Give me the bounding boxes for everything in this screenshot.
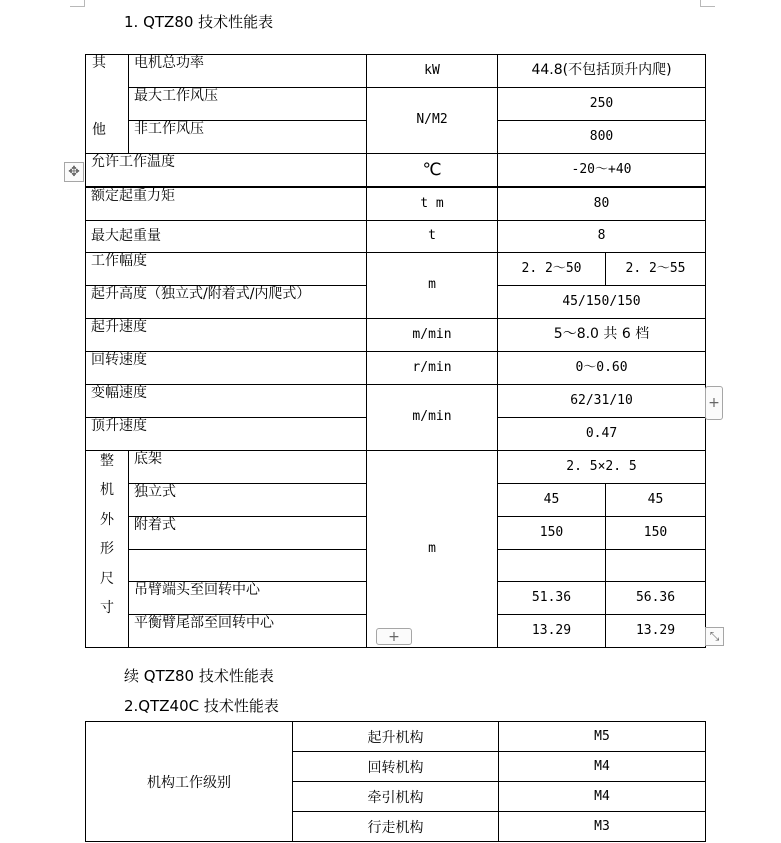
cell-value: 13.29 bbox=[498, 615, 606, 648]
cell-unit: r/min bbox=[367, 352, 498, 385]
page-corner-mark-right bbox=[700, 0, 715, 7]
cell-value: 45 bbox=[498, 484, 606, 517]
cell-value: 62/31/10 bbox=[498, 385, 706, 418]
cell-value: 56.36 bbox=[606, 582, 706, 615]
move-icon: ✥ bbox=[68, 164, 80, 180]
cell-empty bbox=[129, 550, 367, 582]
table-row bbox=[86, 187, 706, 221]
add-row-button[interactable] bbox=[376, 628, 412, 645]
cell-label: 额定起重力矩 bbox=[86, 187, 367, 221]
cell-label: 允许工作温度 bbox=[86, 154, 367, 188]
cell-empty bbox=[606, 550, 706, 582]
group-char: 他 bbox=[92, 121, 106, 138]
cell-unit: t bbox=[367, 221, 498, 253]
mechanism-name: 起升机构 bbox=[293, 722, 499, 752]
cell-label: 最大工作风压 bbox=[129, 88, 367, 121]
cell-unit: N/M2 bbox=[367, 88, 498, 154]
group-char: 寸 bbox=[100, 599, 114, 616]
cell-value: 2. 2～55 bbox=[606, 253, 706, 286]
other-group-label bbox=[86, 55, 129, 154]
cell-label: 独立式 bbox=[129, 484, 367, 517]
add-column-button[interactable] bbox=[705, 386, 723, 420]
cell-label: 起升速度 bbox=[86, 319, 367, 352]
cell-unit: m bbox=[367, 451, 498, 648]
add-icon: + bbox=[708, 395, 720, 411]
cell-value: 2. 2～50 bbox=[498, 253, 606, 286]
cell-unit: m/min bbox=[367, 319, 498, 352]
table-row bbox=[86, 55, 706, 88]
qtz40c-spec-table bbox=[85, 721, 706, 842]
cell-label: 非工作风压 bbox=[129, 121, 367, 154]
mechanism-name: 回转机构 bbox=[293, 752, 499, 782]
qtz80-spec-table bbox=[85, 54, 706, 648]
cell-value: 45/150/150 bbox=[498, 286, 706, 319]
cell-unit: m bbox=[367, 253, 498, 319]
add-icon: + bbox=[388, 628, 400, 645]
cell-value: 0～0.60 bbox=[498, 352, 706, 385]
cell-unit: ℃ bbox=[367, 154, 498, 188]
cell-value: 150 bbox=[498, 517, 606, 550]
group-char: 机 bbox=[100, 482, 114, 499]
table-row bbox=[86, 352, 706, 385]
table-row bbox=[86, 154, 706, 188]
table-row bbox=[86, 253, 706, 286]
cell-unit: m/min bbox=[367, 385, 498, 451]
group-char: 形 bbox=[100, 541, 114, 558]
cell-value: 800 bbox=[498, 121, 706, 154]
group-char: 尺 bbox=[100, 570, 114, 587]
mechanism-grade: M4 bbox=[499, 752, 706, 782]
page-corner-mark-left bbox=[70, 0, 85, 7]
table-move-handle[interactable] bbox=[64, 162, 84, 182]
cell-empty bbox=[498, 550, 606, 582]
cell-value: 13.29 bbox=[606, 615, 706, 648]
group-char: 外 bbox=[100, 511, 114, 528]
mechanism-grade: M5 bbox=[499, 722, 706, 752]
mechanism-name: 行走机构 bbox=[293, 812, 499, 842]
table-row bbox=[86, 88, 706, 121]
cell-value: 51.36 bbox=[498, 582, 606, 615]
mechanism-name: 牵引机构 bbox=[293, 782, 499, 812]
cell-label: 回转速度 bbox=[86, 352, 367, 385]
cell-label: 变幅速度 bbox=[86, 385, 367, 418]
cell-value: 150 bbox=[606, 517, 706, 550]
mechanism-grade: M3 bbox=[499, 812, 706, 842]
group-char: 其 bbox=[92, 55, 106, 71]
cell-value: 250 bbox=[498, 88, 706, 121]
heading-qtz80: 1. QTZ80 技术性能表 bbox=[124, 13, 274, 31]
table-row bbox=[86, 722, 706, 752]
cell-label: 吊臂端头至回转中心 bbox=[129, 582, 367, 615]
heading-qtz40c: 2.QTZ40C 技术性能表 bbox=[124, 697, 279, 715]
resize-icon: ⤡ bbox=[709, 629, 720, 643]
cell-value: 44.8(不包括顶升内爬) bbox=[498, 55, 706, 88]
cell-value: 80 bbox=[498, 187, 706, 221]
table-row bbox=[86, 385, 706, 418]
cell-label: 底架 bbox=[129, 451, 367, 484]
cell-unit: kW bbox=[367, 55, 498, 88]
table-resize-handle[interactable] bbox=[705, 627, 724, 646]
cell-label: 最大起重量 bbox=[86, 221, 367, 253]
table-row bbox=[86, 221, 706, 253]
cell-label: 平衡臂尾部至回转中心 bbox=[129, 615, 367, 648]
table-row bbox=[86, 319, 706, 352]
mechanism-grade: M4 bbox=[499, 782, 706, 812]
cell-unit: t m bbox=[367, 187, 498, 221]
cell-label: 起升高度（独立式/附着式/内爬式） bbox=[86, 286, 367, 319]
group-char: 整 bbox=[100, 453, 114, 469]
cell-value: 5～8.0 共 6 档 bbox=[498, 319, 706, 352]
cell-label: 顶升速度 bbox=[86, 418, 367, 451]
cell-value: 45 bbox=[606, 484, 706, 517]
cell-value: 2. 5×2. 5 bbox=[498, 451, 706, 484]
cell-value: 8 bbox=[498, 221, 706, 253]
cell-label: 工作幅度 bbox=[86, 253, 367, 286]
heading-continued: 续 QTZ80 技术性能表 bbox=[124, 667, 274, 685]
table-row bbox=[86, 451, 706, 484]
cell-label: 电机总功率 bbox=[129, 55, 367, 88]
cell-value: -20～+40 bbox=[498, 154, 706, 188]
dims-group-label bbox=[86, 451, 129, 648]
cell-value: 0.47 bbox=[498, 418, 706, 451]
mechanism-grade-label: 机构工作级别 bbox=[86, 722, 293, 842]
cell-label: 附着式 bbox=[129, 517, 367, 550]
